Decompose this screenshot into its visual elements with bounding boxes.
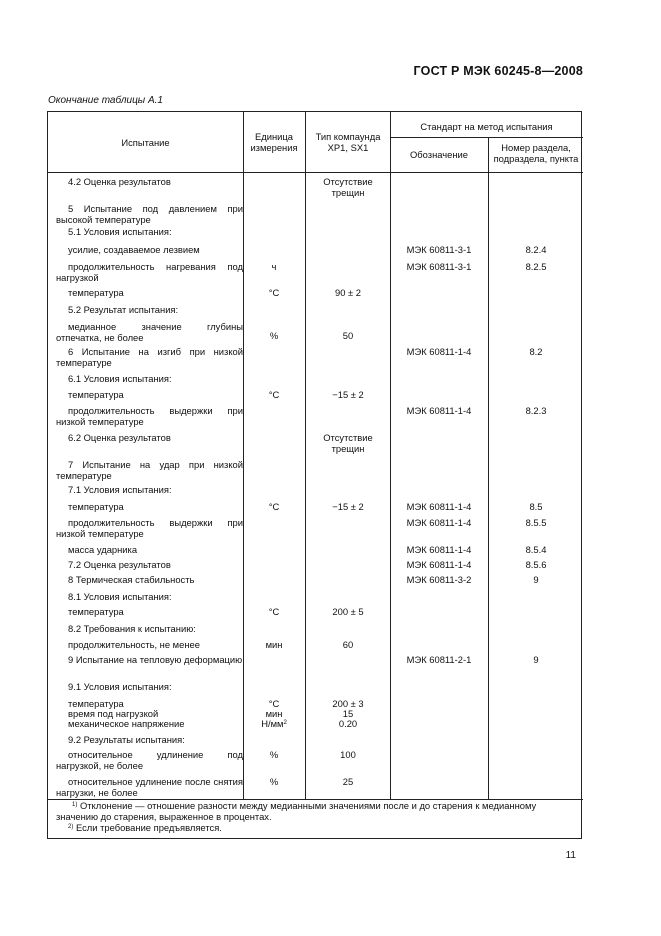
row-section: 8.5.5 <box>525 517 547 528</box>
row-designation: МЭК 60811-1-4 <box>406 559 472 570</box>
row-test: продолжительность выдержки при низкой температуре <box>56 405 243 427</box>
row-section: 9 <box>533 654 539 665</box>
row-test: 7.2 Оценка результатов <box>68 559 171 570</box>
row-test: масса ударника <box>68 544 138 555</box>
row-unit: °С <box>268 698 280 709</box>
row-test: 8 Термическая стабильность <box>68 574 195 585</box>
row-test: 7.1 Условия испытания: <box>68 484 172 495</box>
row-test: время под нагрузкой <box>68 708 159 719</box>
row-value: −15 ± 2 <box>332 389 364 400</box>
row-designation: МЭК 60811-1-4 <box>406 346 472 357</box>
footnote-mark: 2) <box>68 824 74 830</box>
row-unit <box>245 718 303 729</box>
row-designation: МЭК 60811-3-2 <box>406 574 472 585</box>
row-test: 8.1 Условия испытания: <box>68 591 172 602</box>
row-designation: МЭК 60811-3-1 <box>406 261 472 272</box>
row-test: 5.1 Условия испытания: <box>68 226 172 237</box>
row-designation: МЭК 60811-1-4 <box>406 405 472 416</box>
row-test: механическое напряжение <box>68 718 185 729</box>
row-test: температура <box>68 501 124 512</box>
row-test: температура <box>68 287 124 298</box>
row-test: продолжительность, не менее <box>68 639 200 650</box>
header-test: Испытание <box>121 137 170 148</box>
header-standard: Стандарт на метод испытания <box>420 121 553 132</box>
row-value: Отсутствие трещин <box>323 432 373 454</box>
row-unit: мин <box>265 639 283 650</box>
footnote-2 <box>56 822 576 833</box>
row-section: 8.5 <box>529 501 543 512</box>
row-unit: % <box>269 330 279 341</box>
row-test: усилие, создаваемое лезвием <box>68 244 200 255</box>
footnotes <box>56 800 576 833</box>
header-section: Номер раздела, подраздела, пункта <box>493 142 579 164</box>
row-test: 9.2 Результаты испытания: <box>68 734 185 745</box>
row-test: температура <box>68 698 124 709</box>
row-designation: МЭК 60811-1-4 <box>406 517 472 528</box>
row-value: −15 ± 2 <box>332 501 364 512</box>
row-value: 50 <box>342 330 354 341</box>
row-section: 8.2.3 <box>525 405 547 416</box>
row-test: 9.1 Условия испытания: <box>68 681 172 692</box>
row-unit: % <box>269 776 279 787</box>
row-value: 100 <box>340 749 356 760</box>
row-section: 8.2.4 <box>525 244 547 255</box>
row-value: 15 <box>342 708 354 719</box>
row-test: продолжительность нагревания под нагрузкой <box>56 261 243 283</box>
row-section: 8.2.5 <box>525 261 547 272</box>
row-test: медианное значение глубины отпечатка, не более <box>56 321 243 343</box>
row-test: относительное удлинение под нагрузкой, не более <box>56 749 243 771</box>
document-header: ГОСТ Р МЭК 60245-8—2008 <box>413 64 583 78</box>
header-designation: Обозначение <box>410 149 468 160</box>
row-test: 8.2 Требования к испытанию: <box>68 623 196 634</box>
row-section: 9 <box>533 574 539 585</box>
row-designation: МЭК 60811-3-1 <box>406 244 472 255</box>
row-test: температура <box>68 606 124 617</box>
row-test: 4.2 Оценка результатов <box>68 176 171 187</box>
row-test: 7 Испытание на удар при низкой температуре <box>56 459 243 481</box>
row-unit: ч <box>271 261 277 272</box>
row-test: относительное удлинение после снятия нагрузки, не более <box>56 776 243 798</box>
test-table <box>47 111 582 839</box>
row-value: Отсутствие трещин <box>323 176 373 198</box>
row-unit-text: Н/мм <box>261 718 284 729</box>
row-unit: мин <box>265 708 283 719</box>
row-test: температура <box>68 389 124 400</box>
row-unit: °С <box>268 389 280 400</box>
header-unit: Единица измерения <box>250 131 298 153</box>
row-value: 200 ± 5 <box>332 606 364 617</box>
footnote-mark: 1) <box>72 802 78 808</box>
footnote-1 <box>56 800 576 822</box>
row-test: 5 Испытание под давлением при высокой температуре <box>56 203 243 225</box>
row-designation: МЭК 60811-2-1 <box>406 654 472 665</box>
row-test: 6.1 Условия испытания: <box>68 373 172 384</box>
row-unit: °С <box>268 606 280 617</box>
row-test: 6.2 Оценка результатов <box>68 432 171 443</box>
row-test: 9 Испытание на тепловую деформацию <box>68 654 243 665</box>
row-designation: МЭК 60811-1-4 <box>406 501 472 512</box>
row-value: 60 <box>342 639 354 650</box>
row-section: 8.2 <box>529 346 543 357</box>
row-designation: МЭК 60811-1-4 <box>406 544 472 555</box>
footnote-text: Отклонение — отношение разности между медианными значениями после и до старения к медианному значению до старения, выраженное в процентах. <box>56 800 537 822</box>
row-unit-sup: 2 <box>283 720 287 726</box>
row-unit: °С <box>268 287 280 298</box>
row-section: 8.5.4 <box>525 544 547 555</box>
table-caption: Окончание таблицы А.1 <box>48 95 163 106</box>
row-value: 0.20 <box>338 718 358 729</box>
footnote-text: Если требование предъявляется. <box>75 822 222 833</box>
row-test: 5.2 Результат испытания: <box>68 304 179 315</box>
row-value: 90 ± 2 <box>335 287 361 298</box>
row-unit: °С <box>268 501 280 512</box>
row-test: продолжительность выдержки при низкой температуре <box>56 517 243 539</box>
page-number: 11 <box>565 850 576 861</box>
row-unit: % <box>269 749 279 760</box>
row-test: 6 Испытание на изгиб при низкой температуре <box>56 346 243 368</box>
header-compound: Тип компаунда XP1, SX1 <box>315 131 381 153</box>
row-value: 200 ± 3 <box>332 698 364 709</box>
row-section: 8.5.6 <box>525 559 547 570</box>
row-value: 25 <box>342 776 354 787</box>
